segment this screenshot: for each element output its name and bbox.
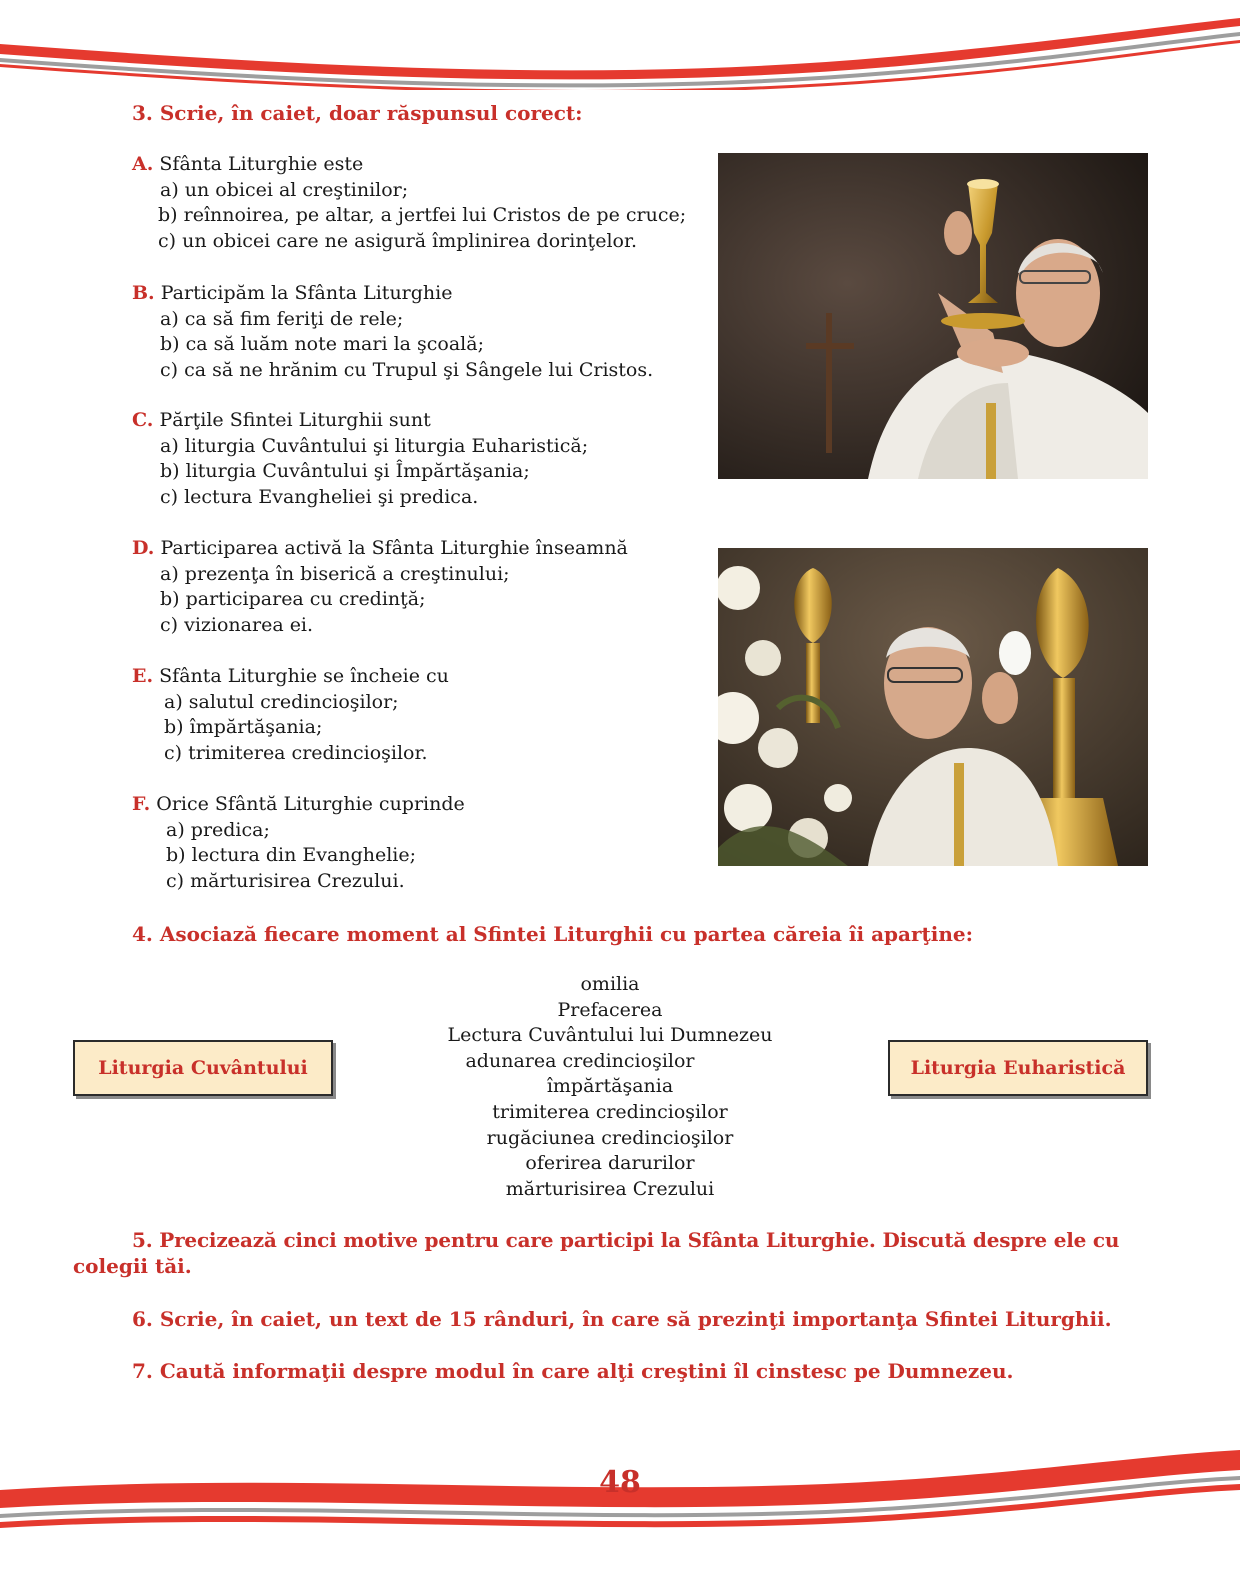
bottom-wave-decoration [0, 1440, 1240, 1594]
option-a: a) prezenţa în biserică a creştinului; [160, 562, 510, 585]
photo-chalice-elevation [718, 153, 1148, 479]
question-letter: F. [132, 793, 151, 815]
option-c: c) ca să ne hrănim cu Trupul şi Sângele lui Cristos. [160, 358, 654, 381]
option-c: c) trimiterea credincioşilor. [164, 741, 428, 764]
moment-item: rugăciunea credincioşilor [486, 1126, 734, 1149]
exercise-5-line1: 5. Precizează cinci motive pentru care participi la Sfânta Liturghie. Discută despre ele cu [132, 1228, 1120, 1252]
option-c: c) mărturisirea Crezului. [166, 869, 405, 892]
exercise-5-line2: colegii tăi. [73, 1254, 192, 1278]
option-a: a) un obicei al creştinilor; [160, 178, 409, 201]
question-text: Sfânta Liturghie se încheie cu [159, 665, 449, 687]
question-text: Orice Sfântă Liturghie cuprinde [156, 793, 465, 815]
exercise-3-heading: 3. Scrie, în caiet, doar răspunsul corect: [132, 101, 583, 125]
question-c [132, 408, 588, 510]
moment-item: Prefacerea [557, 998, 663, 1021]
option-a: a) liturgia Cuvântului şi liturgia Euharistică; [160, 434, 589, 457]
option-b: b) lectura din Evanghelie; [166, 844, 417, 866]
photo-host-elevation [718, 548, 1148, 866]
option-b: b) reînnoirea, pe altar, a jertfei lui Cristos de pe cruce; [158, 204, 687, 226]
question-letter: B. [132, 282, 155, 304]
option-c: c) vizionarea ei. [160, 613, 314, 636]
option-b: b) împărtăşania; [164, 716, 323, 738]
top-wave-decoration [0, 0, 1240, 90]
question-d [132, 536, 628, 638]
word-liturgy-box: Liturgia Cuvântului [73, 1040, 333, 1096]
option-c: c) un obicei care ne asigură împlinirea dorinţelor. [158, 229, 637, 252]
exercise-7-heading: 7. Caută informaţii despre modul în care alţi creştini îl cinstesc pe Dumnezeu. [132, 1359, 1014, 1383]
question-text: Participarea activă la Sfânta Liturghie înseamnă [160, 537, 628, 559]
question-e [132, 664, 449, 766]
option-b: b) ca să luăm note mari la şcoală; [160, 333, 484, 355]
question-letter: D. [132, 537, 155, 559]
question-text: Sfânta Liturghie este [159, 153, 364, 175]
question-b [132, 281, 653, 383]
option-b: b) participarea cu credinţă; [160, 588, 426, 610]
option-a: a) ca să fim feriţi de rele; [160, 307, 404, 330]
option-a: a) predica; [166, 818, 270, 841]
question-a [132, 152, 686, 254]
moment-item: mărturisirea Crezului [505, 1177, 715, 1200]
moment-item: trimiterea credincioşilor [492, 1100, 728, 1123]
page-number: 48 [599, 1465, 641, 1500]
question-letter: E. [132, 665, 154, 687]
question-f [132, 792, 465, 894]
question-text: Participăm la Sfânta Liturghie [160, 282, 453, 304]
eucharistic-liturgy-box: Liturgia Euharistică [888, 1040, 1148, 1096]
question-letter: C. [132, 409, 154, 431]
moment-item: împărtăşania [546, 1075, 674, 1098]
moment-item: omilia [580, 973, 640, 995]
exercise-4-heading: 4. Asociază fiecare moment al Sfintei Liturghii cu partea căreia îi aparţine: [132, 922, 974, 946]
moment-item: Lectura Cuvântului lui Dumnezeu [447, 1024, 773, 1047]
moment-item: adunarea credincioşilor [465, 1049, 695, 1072]
option-a: a) salutul credincioşilor; [164, 690, 399, 713]
option-b: b) liturgia Cuvântului şi Împărtăşania; [160, 460, 530, 482]
question-letter: A. [132, 153, 154, 175]
liturgy-moments-list [410, 972, 810, 1202]
question-text: Părţile Sfintei Liturghii sunt [159, 409, 431, 431]
exercise-6-heading: 6. Scrie, în caiet, un text de 15 rânduri, în care să prezinţi importanţa Sfintei Liturghii. [132, 1307, 1112, 1331]
moment-item: oferirea darurilor [525, 1152, 695, 1175]
option-c: c) lectura Evangheliei şi predica. [160, 485, 479, 508]
